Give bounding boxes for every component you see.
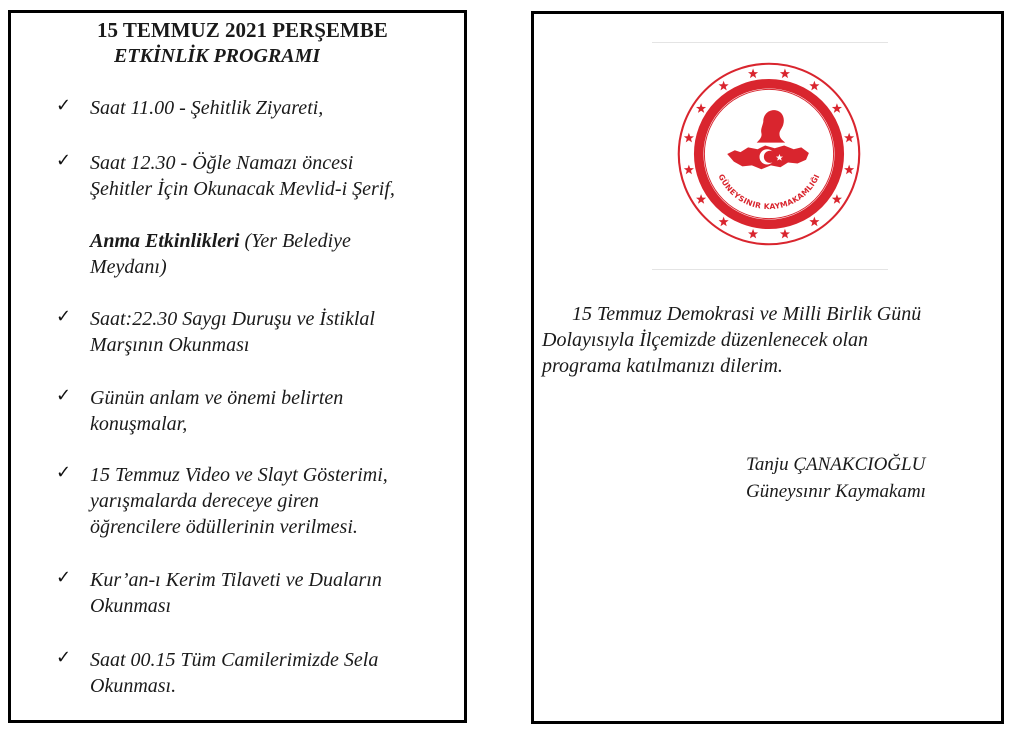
seal-star-icon: [684, 165, 694, 175]
seal-star-icon: [832, 194, 842, 204]
ataturk-silhouette-icon: [757, 110, 786, 142]
program-title-date: 15 TEMMUZ 2021 PERŞEMBE: [97, 18, 388, 42]
program-item-bold-text: Anma Etkinlikleri: [90, 230, 240, 252]
seal-star-icon: [844, 133, 854, 143]
program-item-text: öğrencilere ödüllerinin verilmesi.: [90, 516, 358, 538]
program-item-text: Okunması.: [90, 675, 177, 697]
seal-star-icon: [719, 217, 729, 227]
program-item-text: Saat 00.15 Tüm Camilerimizde Sela: [90, 649, 379, 671]
invitation-text-line: Dolayısıyla İlçemizde düzenlenecek olan: [542, 329, 868, 351]
program-panel: [8, 10, 467, 723]
program-item-text-part: (Yer Belediye: [239, 230, 351, 252]
program-item-text: [90, 228, 440, 254]
program-title: ETKİNLİK PROGRAMI: [114, 45, 321, 64]
program-item-text: Şehitler İçin Okunacak Mevlid-i Şerif,: [90, 178, 395, 200]
seal-star-icon: [684, 133, 694, 143]
check-mark-icon: ✓: [56, 150, 72, 171]
seal-star-icon: [809, 81, 819, 91]
seal-top-text: T.C. İÇİŞLERİ BAKANLIĞI: [711, 94, 827, 145]
check-mark-icon: ✓: [56, 462, 72, 483]
signature-name: Tanju ÇANAKCIOĞLU: [746, 454, 926, 475]
svg-text:GÜNEYSINIR KAYMAKAMLIĞI: [716, 173, 821, 212]
seal-star-icon: [748, 69, 758, 79]
program-item-text: konuşmalar,: [90, 413, 188, 435]
seal-star-icon: [780, 69, 790, 79]
seal-star-icon: [780, 229, 790, 239]
seal-star-icon: [719, 81, 729, 91]
seal-star-icon: [696, 194, 706, 204]
invitation-text-line: programa katılmanızı dilerim.: [542, 355, 783, 377]
kaymakamlik-seal-logo: [674, 59, 864, 249]
seal-star-icon: [696, 103, 706, 113]
crescent-inner: [764, 151, 776, 163]
program-item-text: Saat 12.30 - Öğle Namazı öncesi: [90, 152, 354, 174]
invitation-text-line: 15 Temmuz Demokrasi ve Milli Birlik Günü: [572, 303, 922, 325]
seal-star-icon: [832, 103, 842, 113]
seal-star-icon: [844, 165, 854, 175]
check-mark-icon: ✓: [56, 306, 72, 327]
program-item-text: Kur’an-ı Kerim Tilaveti ve Duaların: [90, 569, 382, 591]
seal-bottom-text: GÜNEYSINIR KAYMAKAMLIĞI: [716, 172, 822, 212]
program-item-text: Marşının Okunması: [90, 334, 250, 356]
program-item-text: Saat:22.30 Saygı Duruşu ve İstiklal: [90, 308, 375, 330]
logo-divider-bottom: [652, 269, 888, 270]
program-item-text: Okunması: [90, 595, 172, 617]
program-item-text: yarışmalarda dereceye giren: [90, 490, 319, 512]
invitation-panel: [531, 11, 1004, 724]
seal-star-icon: [748, 229, 758, 239]
check-mark-icon: ✓: [56, 647, 72, 668]
seal-star-icon: [809, 217, 819, 227]
check-mark-icon: ✓: [56, 385, 72, 406]
check-mark-icon: ✓: [56, 95, 72, 116]
program-item-text: Meydanı): [90, 256, 167, 278]
check-mark-icon: ✓: [56, 567, 72, 588]
signature-title: Güneysınır Kaymakamı: [746, 481, 926, 502]
logo-divider-top: [652, 42, 888, 43]
program-item-text: 15 Temmuz Video ve Slayt Gösterimi,: [90, 464, 388, 486]
program-item-text: Saat 11.00 - Şehitlik Ziyareti,: [90, 97, 324, 119]
program-item-text: Günün anlam ve önemi belirten: [90, 387, 344, 409]
